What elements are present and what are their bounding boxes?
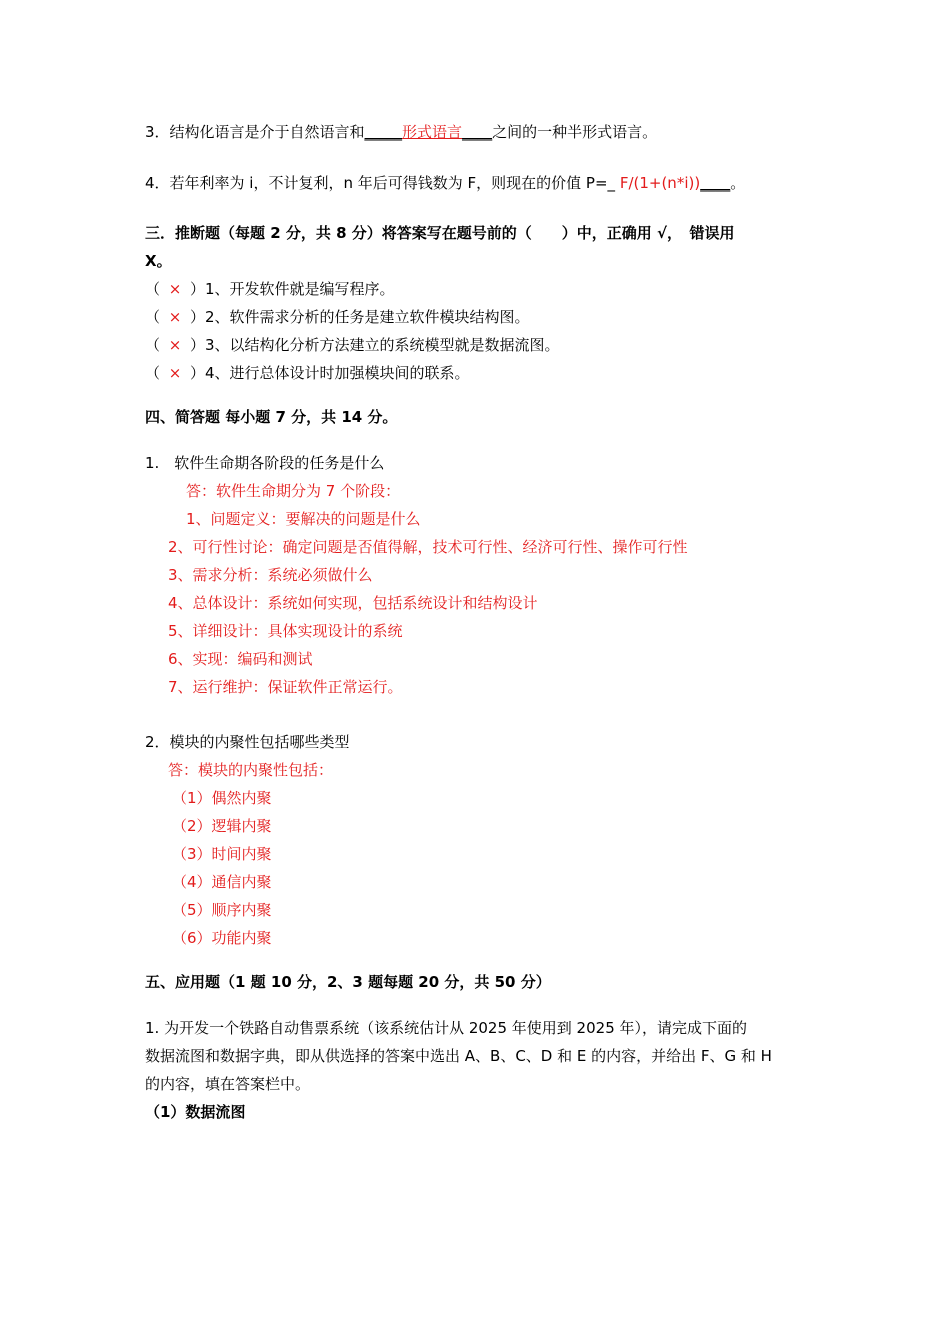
q3-blank-post: ____ <box>462 123 493 141</box>
q1-answer-item: 4、总体设计：系统如何实现，包括系统设计和结构设计 <box>168 594 538 612</box>
judge-mark: × <box>168 280 182 298</box>
section5-title: 五、应用题（1 题 10 分，2、3 题每题 20 分，共 50 分） <box>145 973 551 991</box>
judge-statement: ）4、进行总体设计时加强模块间的联系。 <box>190 364 470 382</box>
judge-mark: × <box>168 364 182 382</box>
q4-blank-post: ____ <box>700 174 731 192</box>
q1-answer-item: 3、需求分析：系统必须做什么 <box>168 566 373 584</box>
fill-question-3 <box>145 122 657 142</box>
q3-answer: 形式语言 <box>402 123 463 141</box>
q4-text-post: 。 <box>730 174 746 192</box>
q2-question: 2．模块的内聚性包括哪些类型 <box>145 733 350 751</box>
q2-answer-item: （2）逻辑内聚 <box>172 817 272 835</box>
q1-answer-item: 6、实现：编码和测试 <box>168 650 313 668</box>
judge-item-2 <box>145 307 530 327</box>
q3-text-pre: 3．结构化语言是介于自然语言和 <box>145 123 365 141</box>
q1-answer-item: 2、可行性讨论：确定问题是否值得解，技术可行性、经济可行性、操作可行性 <box>168 538 688 556</box>
judge-mark: × <box>168 336 182 354</box>
section4-title: 四、简答题 每小题 7 分，共 14 分。 <box>145 408 398 426</box>
q2-answer-item: （1）偶然内聚 <box>172 789 272 807</box>
judge-item-1 <box>145 279 395 299</box>
q3-text-post: 之间的一种半形式语言。 <box>492 123 658 141</box>
q2-answer-item: （5）顺序内聚 <box>172 901 272 919</box>
q3-blank-pre: _____ <box>364 123 403 141</box>
judge-statement: ）2、软件需求分析的任务是建立软件模块结构图。 <box>190 308 530 326</box>
q2-answer-intro: 答：模块的内聚性包括： <box>168 761 334 779</box>
q4-answer: F/(1+(n*i)) <box>619 174 701 192</box>
section5-subtitle: （1）数据流图 <box>145 1103 246 1121</box>
judge-statement: ）1、开发软件就是编写程序。 <box>190 280 395 298</box>
q1-answer-item: 5、详细设计：具体实现设计的系统 <box>168 622 403 640</box>
q2-answer-item: （4）通信内聚 <box>172 873 272 891</box>
judge-open-paren: （ <box>145 308 161 326</box>
judge-item-4 <box>145 363 470 383</box>
q2-answer-item: （6）功能内聚 <box>172 929 272 947</box>
section5-paragraph-line: 数据流图和数据字典，即从供选择的答案中选出 A、B、C、D 和 E 的内容，并给出 F、G 和 H <box>145 1047 772 1065</box>
section5-paragraph-line: 1. 为开发一个铁路自动售票系统（该系统估计从 2025 年使用到 2025 年），请完成下面的 <box>145 1019 748 1037</box>
judge-open-paren: （ <box>145 364 161 382</box>
judge-mark: × <box>168 308 182 326</box>
q1-question: 1. 软件生命期各阶段的任务是什么 <box>145 454 385 472</box>
section3-title-line2: X。 <box>145 252 172 270</box>
q1-answer-intro: 答：软件生命期分为 7 个阶段： <box>186 482 401 500</box>
fill-question-4 <box>145 173 745 193</box>
section3-title-line1: 三．推断题（每题 2 分，共 8 分）将答案写在题号前的（ ）中，正确用 √， 错误用 <box>145 224 735 242</box>
q1-answer-item: 7、运行维护：保证软件正常运行。 <box>168 678 403 696</box>
judge-open-paren: （ <box>145 336 161 354</box>
q4-text-pre: 4．若年利率为 i，不计复利，n 年后可得钱数为 F，则现在的价值 P=_ <box>145 174 620 192</box>
judge-statement: ）3、以结构化分析方法建立的系统模型就是数据流图。 <box>190 336 560 354</box>
q1-answer-item: 1、问题定义：要解决的问题是什么 <box>186 510 421 528</box>
q2-answer-item: （3）时间内聚 <box>172 845 272 863</box>
judge-open-paren: （ <box>145 280 161 298</box>
section5-paragraph-line: 的内容，填在答案栏中。 <box>145 1075 311 1093</box>
judge-item-3 <box>145 335 560 355</box>
